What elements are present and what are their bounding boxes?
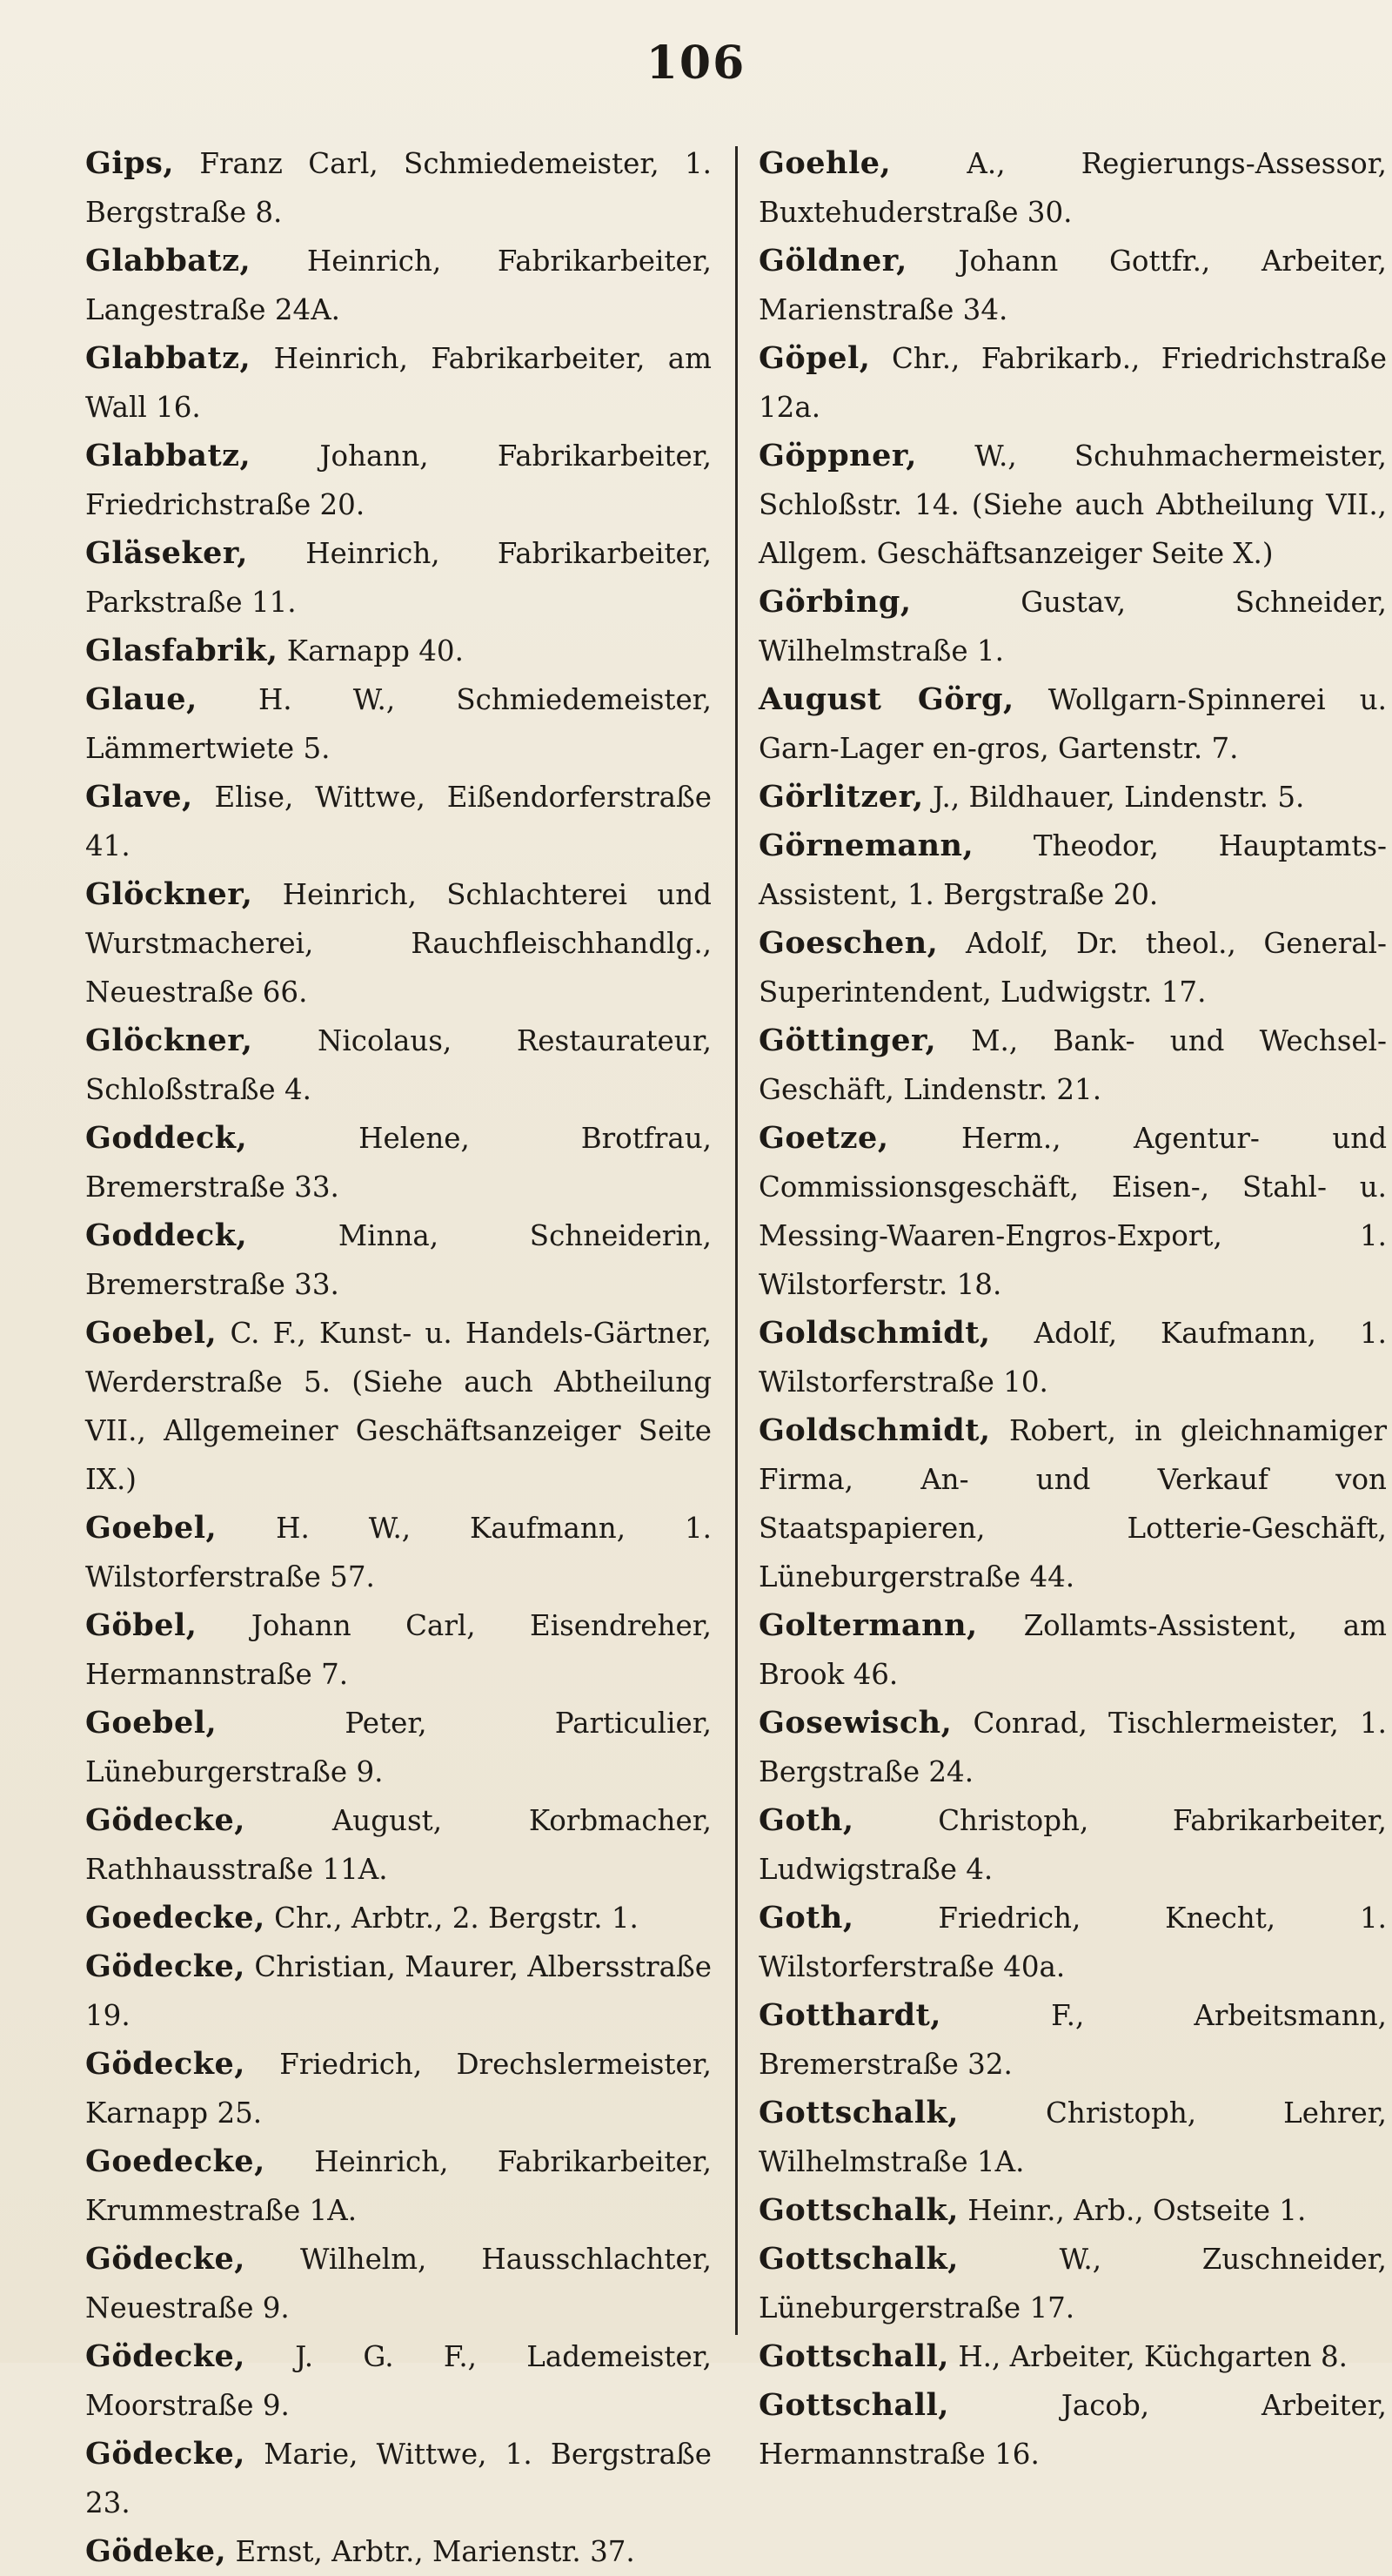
- entry-name: Glabbatz,: [85, 243, 251, 278]
- directory-entry: [85, 1699, 712, 1796]
- entry-details: W., Schuhmachermeister, Schloßstr. 14. (Siehe auch Abtheilung VII., Allgem. Geschäftsanzeiger Seite X.): [759, 439, 1387, 570]
- entry-name: Goth,: [759, 1900, 854, 1935]
- entry-details: Nicolaus, Restaurateur, Schloßstraße 4.: [85, 1024, 712, 1106]
- entry-details: C. F., Kunst- u. Handels-Gärtner, Werderstraße 5. (Siehe auch Abtheilung VII., Allgemeiner Geschäftsanzeiger Seite IX.): [85, 1317, 712, 1496]
- entry-name: Glabbatz,: [85, 438, 251, 473]
- entry-name: Göldner,: [759, 243, 907, 278]
- entry-details: Johann Carl, Eisendreher, Hermannstraße 7.: [85, 1609, 712, 1691]
- entry-details: W., Zuschneider, Lüneburgerstraße 17.: [759, 2243, 1387, 2324]
- entry-name: Glasfabrik,: [85, 633, 278, 668]
- entry-name: Goebel,: [85, 1705, 218, 1741]
- directory-entry: [759, 432, 1387, 578]
- directory-entry: [759, 1406, 1387, 1601]
- entry-details: Heinrich, Fabrikarbeiter, Langestraße 24A.: [85, 245, 712, 326]
- entry-name: Gödecke,: [85, 2338, 245, 2374]
- directory-entry: [85, 2235, 712, 2332]
- entry-details: Heinrich, Fabrikarbeiter, Parkstraße 11.: [85, 537, 712, 619]
- directory-entry: [759, 919, 1387, 1016]
- entry-name: Goeschen,: [759, 925, 939, 961]
- entry-details: Zollamts-Assistent, am Brook 46.: [759, 1609, 1387, 1691]
- entry-name: Gottschall,: [759, 2338, 949, 2374]
- entry-name: Goth,: [759, 1802, 854, 1838]
- directory-entry: [759, 2235, 1387, 2332]
- directory-entry: [85, 529, 712, 627]
- entry-name: Goedecke,: [85, 2143, 265, 2179]
- entry-details: Karnapp 40.: [286, 634, 464, 667]
- entry-name: Gödeke,: [85, 2533, 227, 2569]
- directory-entry: [759, 822, 1387, 919]
- entry-name: Goehle,: [759, 145, 892, 181]
- entry-details: Christoph, Fabrikarbeiter, Ludwigstraße 4.: [759, 1804, 1387, 1886]
- directory-entry: [759, 1894, 1387, 1991]
- entry-name: Gödecke,: [85, 1802, 245, 1838]
- entry-name: Gläseker,: [85, 535, 248, 571]
- entry-name: Goebel,: [85, 1315, 218, 1351]
- directory-entry: [759, 2089, 1387, 2186]
- directory-entry: [85, 675, 712, 773]
- entry-details: Elise, Wittwe, Eißendorferstraße 41.: [85, 781, 712, 862]
- entry-details: F., Arbeitsmann, Bremerstraße 32.: [759, 1999, 1387, 2081]
- entry-name: Görbing,: [759, 584, 912, 620]
- entry-details: Heinrich, Schlachterei und Wurstmacherei, Rauchfleischhandlg., Neuestraße 66.: [85, 878, 712, 1009]
- right-column: [759, 139, 1387, 2471]
- directory-entry: [85, 237, 712, 334]
- entry-details: Johann Gottfr., Arbeiter, Marienstraße 34.: [759, 245, 1387, 326]
- directory-entry: [85, 1309, 712, 1504]
- entry-details: Johann, Fabrikarbeiter, Friedrichstraße 20.: [85, 439, 712, 521]
- directory-entry: [759, 2332, 1387, 2381]
- entry-name: Göbel,: [85, 1607, 197, 1643]
- entry-details: J., Bildhauer, Lindenstr. 5.: [933, 781, 1305, 814]
- entry-details: J. G. F., Lademeister, Moorstraße 9.: [85, 2340, 712, 2422]
- directory-entry: [85, 1504, 712, 1601]
- directory-entry: [759, 773, 1387, 822]
- entry-details: Wilhelm, Hausschlachter, Neuestraße 9.: [85, 2243, 712, 2324]
- directory-entry: [85, 627, 712, 675]
- column-divider: [735, 146, 738, 2335]
- entry-details: Marie, Wittwe, 1. Bergstraße 23.: [85, 2438, 712, 2519]
- entry-name: Gosewisch,: [759, 1705, 953, 1741]
- directory-entry: [85, 1211, 712, 1309]
- directory-entry: [759, 578, 1387, 675]
- entry-name: Goebel,: [85, 1510, 218, 1546]
- entry-details: Ernst, Arbtr., Marienstr. 37.: [235, 2535, 635, 2568]
- entry-name: Gödecke,: [85, 2241, 245, 2277]
- entry-details: August, Korbmacher, Rathhausstraße 11A.: [85, 1804, 712, 1886]
- entry-name: Glabbatz,: [85, 340, 251, 376]
- entry-name: Göttinger,: [759, 1023, 937, 1058]
- entry-details: Christoph, Lehrer, Wilhelmstraße 1A.: [759, 2096, 1387, 2178]
- entry-details: Chr., Arbtr., 2. Bergstr. 1.: [274, 1902, 639, 1935]
- directory-entry: [759, 2186, 1387, 2235]
- directory-entry: [85, 2137, 712, 2235]
- directory-entry: [85, 1942, 712, 2040]
- entry-details: Minna, Schneiderin, Bremerstraße 33.: [85, 1219, 712, 1301]
- entry-details: H., Arbeiter, Küchgarten 8.: [958, 2340, 1348, 2373]
- directory-entry: [759, 237, 1387, 334]
- directory-entry: [759, 675, 1387, 773]
- directory-entry: [85, 1016, 712, 1114]
- entry-details: H. W., Schmiedemeister, Lämmertwiete 5.: [85, 683, 712, 765]
- entry-details: A., Regierungs-Assessor, Buxtehuderstraße 30.: [759, 147, 1387, 229]
- entry-name: Goldschmidt,: [759, 1315, 991, 1351]
- directory-entry: [759, 1114, 1387, 1309]
- entry-name: Gottschalk,: [759, 2095, 959, 2130]
- entry-details: Heinrich, Fabrikarbeiter, Krummestraße 1A.: [85, 2145, 712, 2227]
- entry-details: Franz Carl, Schmiedemeister, 1. Bergstraße 8.: [85, 147, 712, 229]
- directory-entry: [85, 432, 712, 529]
- entry-name: Gottschalk,: [759, 2192, 959, 2228]
- entry-name: Gödecke,: [85, 1949, 245, 1984]
- directory-entry: [759, 2381, 1387, 2479]
- directory-entry: [85, 1114, 712, 1211]
- entry-details: Helene, Brotfrau, Bremerstraße 33.: [85, 1122, 712, 1204]
- entry-details: Wollgarn-Spinnerei u. Garn-Lager en-gros, Gartenstr. 7.: [759, 683, 1387, 765]
- entry-name: Goldschmidt,: [759, 1412, 991, 1448]
- entry-name: Göpel,: [759, 340, 871, 376]
- directory-entry: [85, 773, 712, 870]
- entry-name: Görnemann,: [759, 828, 974, 863]
- entry-details: Peter, Particulier, Lüneburgerstraße 9.: [85, 1707, 712, 1788]
- entry-name: Glaue,: [85, 681, 197, 717]
- entry-name: Göppner,: [759, 438, 917, 473]
- entry-name: Gödecke,: [85, 2046, 245, 2082]
- directory-entry: [759, 334, 1387, 432]
- entry-name: Gotthardt,: [759, 1997, 941, 2033]
- entry-details: H. W., Kaufmann, 1. Wilstorferstraße 57.: [85, 1512, 712, 1593]
- entry-details: Heinr., Arb., Ostseite 1.: [967, 2194, 1307, 2227]
- entry-name: Goddeck,: [85, 1120, 248, 1156]
- directory-entry: [759, 1796, 1387, 1894]
- directory-entry: [759, 1016, 1387, 1114]
- directory-entry: [85, 2332, 712, 2430]
- entry-details: Chr., Fabrikarb., Friedrichstraße 12a.: [759, 342, 1387, 424]
- entry-name: August Görg,: [759, 681, 1014, 717]
- entry-name: Gips,: [85, 145, 175, 181]
- entry-details: Adolf, Dr. theol., General-Superintendent, Ludwigstr. 17.: [759, 927, 1387, 1009]
- entry-details: Christian, Maurer, Albersstraße 19.: [85, 1950, 712, 2032]
- entry-details: Herm., Agentur- und Commissionsgeschäft, Eisen-, Stahl- u. Messing-Waaren-Engros-Export, 1. Wilstorferstr. 18.: [759, 1122, 1387, 1301]
- entry-details: Jacob, Arbeiter, Hermannstraße 16.: [759, 2389, 1387, 2471]
- directory-entry: [85, 139, 712, 237]
- entry-name: Goltermann,: [759, 1607, 978, 1643]
- entry-name: Gödecke,: [85, 2436, 245, 2472]
- entry-name: Goetze,: [759, 1120, 889, 1156]
- entry-details: Friedrich, Knecht, 1. Wilstorferstraße 40a.: [759, 1902, 1387, 1983]
- directory-entry: [85, 870, 712, 1016]
- entry-details: Robert, in gleichnamiger Firma, An- und Verkauf von Staatspapieren, Lotterie-Geschäft, Lüneburgerstraße 44.: [759, 1414, 1387, 1593]
- directory-entry: [759, 1309, 1387, 1406]
- directory-entry: [85, 334, 712, 432]
- entry-name: Glave,: [85, 779, 193, 815]
- directory-entry: [759, 1991, 1387, 2089]
- left-column: [85, 139, 712, 2569]
- entry-details: Friedrich, Drechslermeister, Karnapp 25.: [85, 2048, 712, 2130]
- directory-entry: [759, 139, 1387, 237]
- directory-entry: [85, 2430, 712, 2527]
- entry-name: Goddeck,: [85, 1218, 248, 1253]
- entry-name: Glöckner,: [85, 876, 253, 912]
- entry-details: M., Bank- und Wechsel-Geschäft, Lindenstr. 21.: [759, 1024, 1387, 1106]
- directory-entry: [759, 1699, 1387, 1796]
- directory-entry: [85, 2040, 712, 2137]
- entry-name: Görlitzer,: [759, 779, 924, 815]
- directory-entry: [85, 1894, 712, 1942]
- directory-entry: [85, 1601, 712, 1699]
- page-number: 106: [646, 37, 746, 90]
- entry-details: Conrad, Tischlermeister, 1. Bergstraße 24.: [759, 1707, 1387, 1788]
- directory-entry: [759, 1601, 1387, 1699]
- entry-details: Gustav, Schneider, Wilhelmstraße 1.: [759, 586, 1387, 667]
- entry-name: Gottschall,: [759, 2387, 949, 2423]
- entry-details: Heinrich, Fabrikarbeiter, am Wall 16.: [85, 342, 712, 424]
- entry-details: Adolf, Kaufmann, 1. Wilstorferstraße 10.: [759, 1317, 1387, 1399]
- entry-name: Goedecke,: [85, 1900, 265, 1935]
- directory-entry: [85, 1796, 712, 1894]
- entry-name: Gottschalk,: [759, 2241, 959, 2277]
- entry-details: Theodor, Hauptamts-Assistent, 1. Bergstraße 20.: [759, 829, 1387, 911]
- directory-entry: [85, 2527, 712, 2576]
- entry-name: Glöckner,: [85, 1023, 253, 1058]
